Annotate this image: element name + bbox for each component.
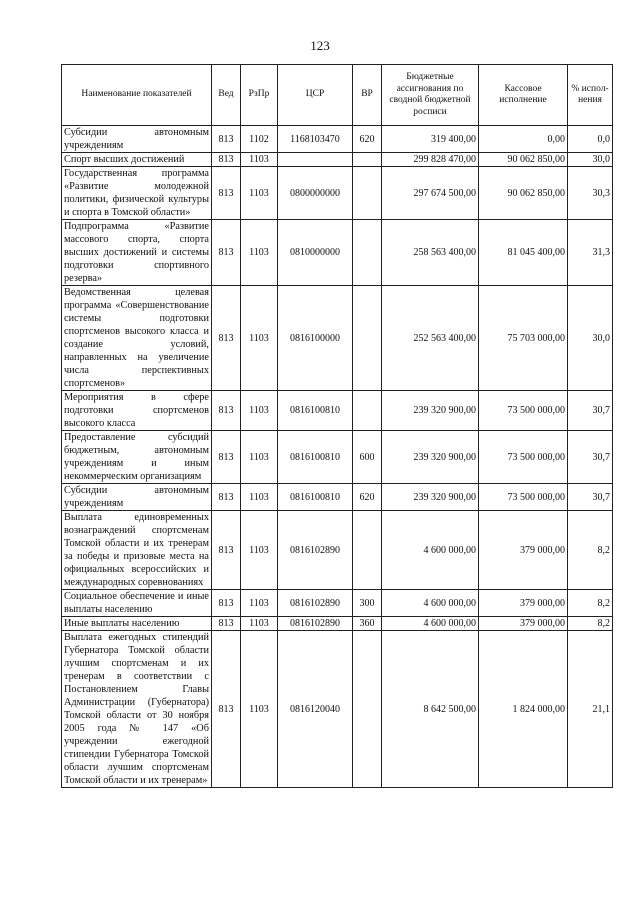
row-rzpr: 1103 (241, 391, 278, 431)
row-vr: 300 (353, 590, 382, 617)
row-name: Подпрограмма «Развитие массового спорта, спорта высших достижений и системы подготовки спортивного резерва» (62, 220, 212, 286)
row-cash: 90 062 850,00 (479, 167, 568, 220)
row-vr (353, 153, 382, 167)
row-percent: 8,2 (568, 590, 613, 617)
row-name: Субсидии автономным учреждениям (62, 126, 212, 153)
row-ved: 813 (212, 431, 241, 484)
row-csr: 0816100810 (278, 391, 353, 431)
row-name: Субсидии автономным учреждениям (62, 484, 212, 511)
row-percent: 30,0 (568, 286, 613, 391)
row-name: Выплата ежегодных стипендий Губернатора Томской области лучшим спортсменам и их тренерам в соответствии с Постановлением Главы Администрации (Губернатора) Томской области от 30 ноября 2005 года № 147 «Об учреждении ежегодной стипендии Губернатора Томской области лучшим спортсменам Томской области и их тренерам» (62, 631, 212, 788)
row-percent: 30,0 (568, 153, 613, 167)
row-cash: 0,00 (479, 126, 568, 153)
row-budget: 258 563 400,00 (382, 220, 479, 286)
row-percent: 30,3 (568, 167, 613, 220)
row-csr: 0816100810 (278, 431, 353, 484)
row-name: Выплата единовременных вознаграждений спортсменам Томской области и их тренерам за победы и призовые места на официальных всероссийских и международных соревнованиях (62, 511, 212, 590)
row-csr (278, 153, 353, 167)
row-rzpr: 1103 (241, 286, 278, 391)
col-header-cash: Кассовое исполнение (479, 65, 568, 126)
row-cash: 73 500 000,00 (479, 431, 568, 484)
row-rzpr: 1103 (241, 590, 278, 617)
row-csr: 0816100000 (278, 286, 353, 391)
row-vr: 360 (353, 617, 382, 631)
table-header-row (62, 65, 613, 126)
table-row (62, 126, 613, 153)
row-ved: 813 (212, 617, 241, 631)
col-header-name: Наименование показателей (62, 65, 212, 126)
row-name: Иные выплаты населению (62, 617, 212, 631)
col-header-csr: ЦСР (278, 65, 353, 126)
row-csr: 0816102890 (278, 617, 353, 631)
row-vr: 620 (353, 484, 382, 511)
table-row (62, 391, 613, 431)
row-rzpr: 1103 (241, 631, 278, 788)
row-cash: 90 062 850,00 (479, 153, 568, 167)
row-csr: 0800000000 (278, 167, 353, 220)
col-header-rzpr: РзПр (241, 65, 278, 126)
row-csr: 0816102890 (278, 511, 353, 590)
row-cash: 379 000,00 (479, 511, 568, 590)
row-ved: 813 (212, 220, 241, 286)
row-percent: 30,7 (568, 484, 613, 511)
row-rzpr: 1103 (241, 431, 278, 484)
table-row (62, 167, 613, 220)
row-budget: 4 600 000,00 (382, 590, 479, 617)
table-row (62, 484, 613, 511)
row-percent: 31,3 (568, 220, 613, 286)
row-csr: 0816100810 (278, 484, 353, 511)
row-budget: 239 320 900,00 (382, 431, 479, 484)
row-ved: 813 (212, 511, 241, 590)
row-budget: 297 674 500,00 (382, 167, 479, 220)
row-name: Предоставление субсидий бюджетным, автономным учреждениям и иным некоммерческим организациям (62, 431, 212, 484)
row-vr: 620 (353, 126, 382, 153)
row-name: Государственная программа «Развитие молодежной политики, физической культуры и спорта в Томской области» (62, 167, 212, 220)
row-ved: 813 (212, 484, 241, 511)
row-cash: 75 703 000,00 (479, 286, 568, 391)
row-rzpr: 1103 (241, 484, 278, 511)
row-cash: 1 824 000,00 (479, 631, 568, 788)
row-vr (353, 220, 382, 286)
table-row (62, 590, 613, 617)
row-cash: 379 000,00 (479, 590, 568, 617)
table-row (62, 511, 613, 590)
table-row (62, 153, 613, 167)
table-row (62, 220, 613, 286)
row-ved: 813 (212, 590, 241, 617)
table-row (62, 431, 613, 484)
row-vr (353, 286, 382, 391)
row-csr: 0816102890 (278, 590, 353, 617)
row-name: Социальное обеспечение и иные выплаты населению (62, 590, 212, 617)
row-csr: 0816120040 (278, 631, 353, 788)
row-ved: 813 (212, 391, 241, 431)
table-row (62, 617, 613, 631)
col-header-percent: % испол-нения (568, 65, 613, 126)
budget-table (61, 64, 613, 788)
row-budget: 239 320 900,00 (382, 391, 479, 431)
row-rzpr: 1102 (241, 126, 278, 153)
row-vr (353, 631, 382, 788)
col-header-vr: ВР (353, 65, 382, 126)
row-name: Ведомственная целевая программа «Совершенствование системы подготовки спортсменов высокого класса и создание условий, направленных на увеличение числа перспективных спортсменов» (62, 286, 212, 391)
row-rzpr: 1103 (241, 153, 278, 167)
row-ved: 813 (212, 126, 241, 153)
row-budget: 4 600 000,00 (382, 617, 479, 631)
row-csr: 0810000000 (278, 220, 353, 286)
row-budget: 252 563 400,00 (382, 286, 479, 391)
row-percent: 0,0 (568, 126, 613, 153)
row-name: Спорт высших достижений (62, 153, 212, 167)
row-rzpr: 1103 (241, 511, 278, 590)
row-budget: 8 642 500,00 (382, 631, 479, 788)
row-cash: 379 000,00 (479, 617, 568, 631)
row-rzpr: 1103 (241, 220, 278, 286)
row-name: Мероприятия в сфере подготовки спортсменов высокого класса (62, 391, 212, 431)
col-header-budget: Бюджетные ассигнования по сводной бюджетной росписи (382, 65, 479, 126)
row-percent: 21,1 (568, 631, 613, 788)
row-percent: 30,7 (568, 431, 613, 484)
row-ved: 813 (212, 167, 241, 220)
page-number: 123 (310, 38, 330, 53)
row-budget: 4 600 000,00 (382, 511, 479, 590)
row-percent: 8,2 (568, 617, 613, 631)
row-csr: 1168103470 (278, 126, 353, 153)
row-rzpr: 1103 (241, 617, 278, 631)
row-budget: 319 400,00 (382, 126, 479, 153)
row-cash: 73 500 000,00 (479, 484, 568, 511)
row-vr (353, 167, 382, 220)
table-row (62, 286, 613, 391)
row-cash: 73 500 000,00 (479, 391, 568, 431)
col-header-ved: Вед (212, 65, 241, 126)
row-ved: 813 (212, 153, 241, 167)
row-cash: 81 045 400,00 (479, 220, 568, 286)
row-vr (353, 391, 382, 431)
row-ved: 813 (212, 631, 241, 788)
row-vr (353, 511, 382, 590)
row-budget: 299 828 470,00 (382, 153, 479, 167)
row-budget: 239 320 900,00 (382, 484, 479, 511)
row-percent: 8,2 (568, 511, 613, 590)
table-row (62, 631, 613, 788)
row-ved: 813 (212, 286, 241, 391)
row-percent: 30,7 (568, 391, 613, 431)
row-rzpr: 1103 (241, 167, 278, 220)
row-vr: 600 (353, 431, 382, 484)
